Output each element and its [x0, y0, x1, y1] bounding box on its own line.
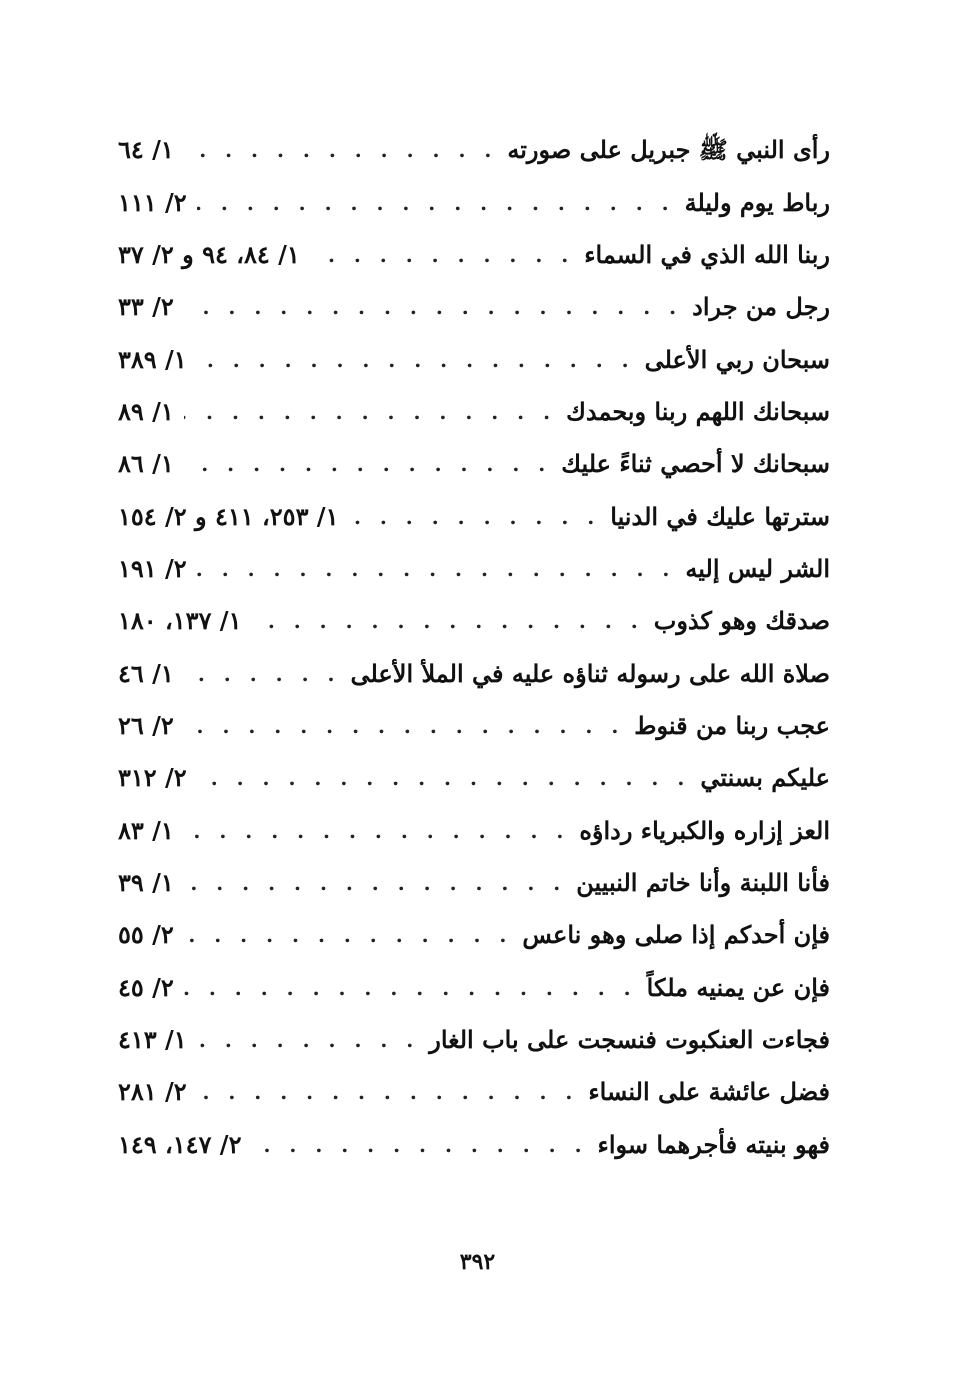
entry-text: رباط يوم وليلة	[684, 187, 830, 217]
entry-text: صلاة الله على رسوله ثناؤه عليه في الملأ الأعلى	[350, 658, 830, 688]
entry-text: الشر ليس إليه	[685, 553, 830, 583]
entry-text: سترتها عليك في الدنيا	[610, 501, 830, 531]
entry-text: رجل من جراد	[692, 292, 830, 322]
entry-reference: ٢/ ١٩١	[118, 553, 187, 583]
entry-reference: ١/ ٤١٣	[118, 1025, 187, 1055]
dot-leader	[348, 507, 600, 527]
entry-reference: ٢/ ٢٦	[118, 710, 174, 740]
entry-reference: ٢/ ١٤٧، ١٤٩	[118, 1129, 242, 1159]
index-entry	[118, 438, 830, 490]
entry-text: فإن عن يمنيه ملكاً	[646, 972, 830, 1002]
dot-leader	[251, 611, 643, 631]
entry-reference: ١/ ٦٤	[118, 135, 174, 165]
entry-text: فجاءت العنكبوت فنسجت على باب الغار	[429, 1025, 830, 1055]
entry-reference: ١/ ٢٥٣، ٤١١ و ٢/ ١٥٤	[118, 501, 339, 531]
index-entry	[118, 909, 830, 961]
index-entry	[118, 333, 830, 385]
entry-reference: ١/ ٤٦	[118, 658, 174, 688]
dot-leader	[184, 454, 551, 474]
dot-leader	[184, 716, 625, 736]
index-entry	[118, 857, 830, 909]
page-number: ٣٩٢	[459, 1249, 496, 1275]
entry-text: صدقك وهو كذوب	[653, 606, 830, 636]
index-entry	[118, 1119, 830, 1171]
index-entry	[118, 595, 830, 647]
entry-reference: ١/ ٨٦	[118, 449, 174, 479]
entry-reference: ٢/ ٢٨١	[118, 1077, 187, 1107]
entry-reference: ١/ ٣٨٩	[118, 344, 187, 374]
dot-leader	[184, 402, 556, 422]
entry-text: رأى النبي ﷺ جبريل على صورته	[507, 135, 830, 165]
dot-leader	[184, 873, 566, 893]
entry-reference: ١/ ١٣٧، ١٨٠	[118, 606, 242, 636]
dot-leader	[184, 978, 637, 998]
entry-reference: ٢/ ١١١	[118, 187, 187, 217]
entry-text: فأنا اللبنة وأنا خاتم النبيين	[576, 867, 830, 897]
hadith-index-list	[118, 124, 830, 1171]
entry-text: سبحانك لا أحصي ثناءً عليك	[561, 449, 830, 479]
index-entry	[118, 647, 830, 699]
entry-text: سبحان ربي الأعلى	[644, 344, 830, 374]
dot-leader	[310, 245, 574, 265]
index-entry	[118, 804, 830, 856]
dot-leader	[184, 664, 341, 684]
index-entry	[118, 176, 830, 228]
index-entry	[118, 1066, 830, 1118]
entry-reference: ٢/ ٣٣	[118, 292, 174, 322]
index-entry	[118, 700, 830, 752]
index-entry	[118, 386, 830, 438]
index-entry	[118, 124, 830, 176]
entry-text: فإن أحدكم إذا صلى وهو ناعس	[522, 920, 830, 950]
entry-text: فهو بنيته فأجرهما سواء	[597, 1129, 830, 1159]
dot-leader	[197, 193, 675, 213]
entry-reference: ٢/ ٣١٢	[118, 763, 187, 793]
entry-text: عجب ربنا من قنوط	[634, 710, 830, 740]
index-entry	[118, 281, 830, 333]
entry-text: عليكم بسنتي	[700, 763, 830, 793]
dot-leader	[184, 297, 682, 317]
dot-leader	[184, 821, 570, 841]
dot-leader	[197, 350, 635, 370]
entry-reference: ١/ ٨٩	[118, 396, 174, 426]
index-entry	[118, 752, 830, 804]
dot-leader	[184, 925, 513, 945]
entry-text: سبحانك اللهم ربنا وبحمدك	[566, 396, 830, 426]
entry-text: فضل عائشة على النساء	[588, 1077, 830, 1107]
entry-reference: ٢/ ٥٥	[118, 920, 174, 950]
entry-reference: ١/ ٨٤، ٩٤ و ٢/ ٣٧	[118, 239, 300, 269]
index-entry	[118, 1014, 830, 1066]
entry-reference: ٢/ ٤٥	[118, 972, 174, 1002]
dot-leader	[197, 559, 676, 579]
dot-leader	[251, 1135, 587, 1155]
index-entry	[118, 962, 830, 1014]
index-entry	[118, 229, 830, 281]
entry-text: ربنا الله الذي في السماء	[584, 239, 830, 269]
dot-leader	[184, 140, 498, 160]
entry-reference: ١/ ٨٣	[118, 815, 174, 845]
dot-leader	[197, 1030, 420, 1050]
dot-leader	[197, 768, 691, 788]
entry-reference: ١/ ٣٩	[118, 867, 174, 897]
dot-leader	[197, 1082, 579, 1102]
index-entry	[118, 543, 830, 595]
entry-text: العز إزاره والكبرياء رداؤه	[579, 815, 830, 845]
index-entry	[118, 490, 830, 542]
